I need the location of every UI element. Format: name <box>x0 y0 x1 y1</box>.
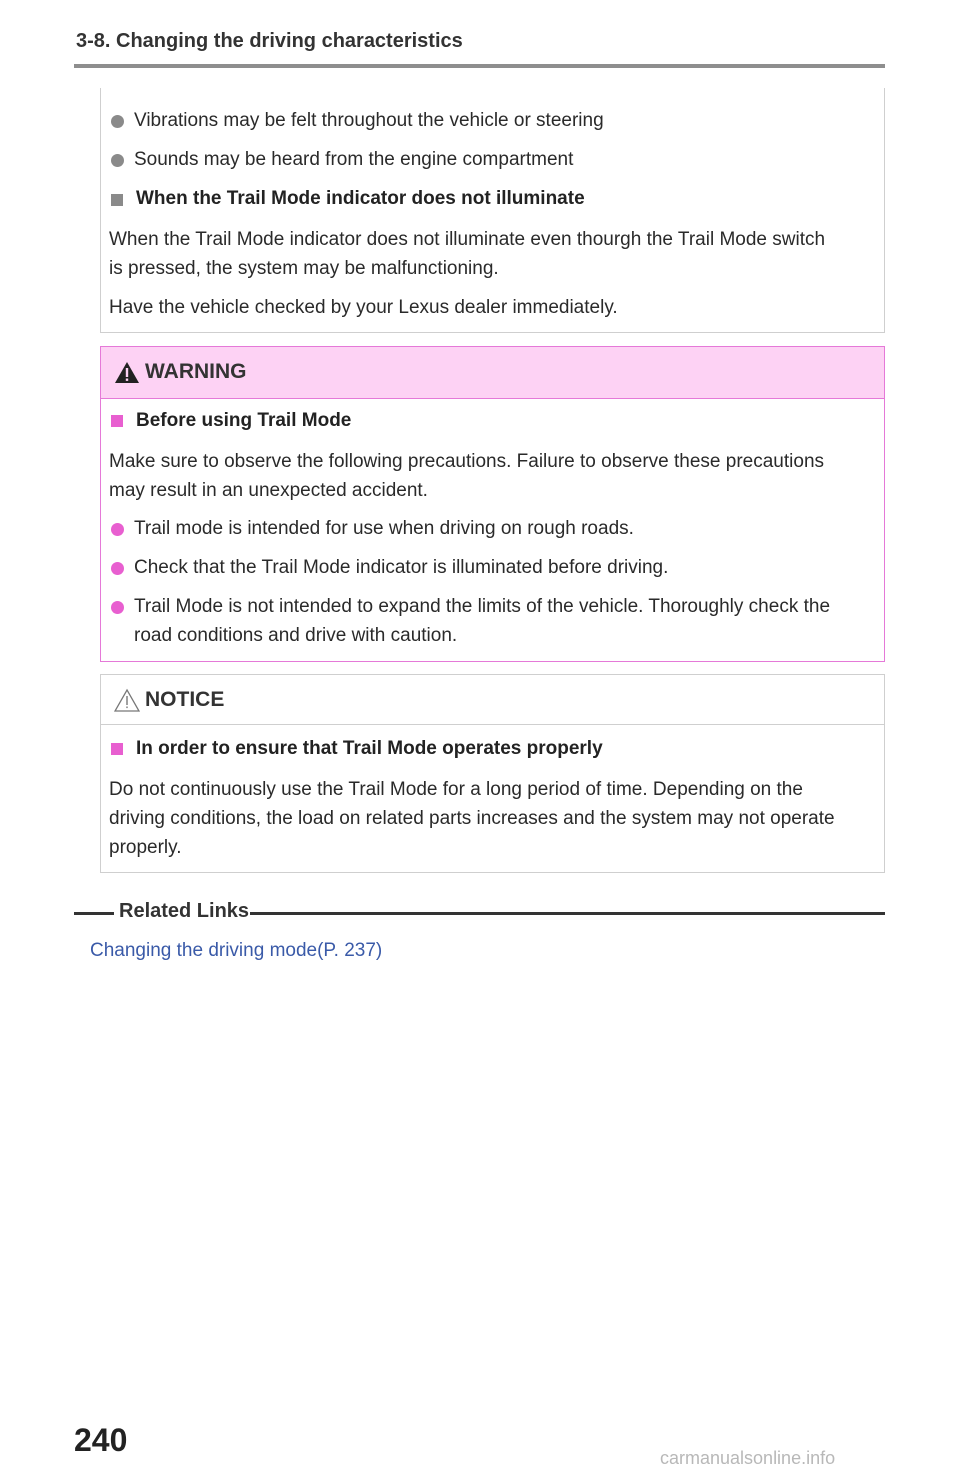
warning-label: WARNING <box>145 360 247 383</box>
notice-header <box>101 675 884 725</box>
bullet-text-cont: road conditions and drive with caution. <box>134 625 458 646</box>
bullet-icon <box>111 523 124 536</box>
header-rule <box>74 64 885 68</box>
watermark: carmanualsonline.info <box>660 1448 836 1468</box>
bullet-icon <box>111 154 124 167</box>
section-square-icon <box>111 194 123 206</box>
bullet-text: Trail mode is intended for use when driving on rough roads. <box>134 518 634 539</box>
notice-box <box>100 674 885 873</box>
section-square-icon <box>111 415 123 427</box>
warning-header <box>101 347 884 399</box>
paragraph-line: Make sure to observe the following precautions. Failure to observe these precautions <box>109 451 825 472</box>
warning-triangle-icon <box>114 360 140 384</box>
notice-label: NOTICE <box>145 688 225 711</box>
bullet-icon <box>111 601 124 614</box>
warning-box <box>100 346 885 662</box>
related-rule-left <box>74 912 114 915</box>
related-links-label: Related Links <box>119 900 250 922</box>
paragraph-line: driving conditions, the load on related parts increases and the system may not operate <box>109 808 835 829</box>
page-number: 240 <box>74 1422 128 1458</box>
bullet-text: Check that the Trail Mode indicator is illuminated before driving. <box>134 557 669 578</box>
notice-triangle-icon <box>114 688 140 712</box>
paragraph-line: is pressed, the system may be malfunctioning. <box>109 258 499 279</box>
section-title: When the Trail Mode indicator does not illuminate <box>136 188 585 209</box>
section-square-icon <box>111 743 123 755</box>
bullet-text: Vibrations may be felt throughout the vehicle or steering <box>134 110 604 131</box>
paragraph-line: properly. <box>109 837 182 858</box>
section-title: In order to ensure that Trail Mode operates properly <box>136 738 603 759</box>
bullet-text: Trail Mode is not intended to expand the limits of the vehicle. Thoroughly check the <box>134 596 831 617</box>
bullet-icon <box>111 115 124 128</box>
paragraph-line: Have the vehicle checked by your Lexus dealer immediately. <box>109 297 618 318</box>
bullet-text: Sounds may be heard from the engine compartment <box>134 149 574 170</box>
chapter-header: 3-8. Changing the driving characteristics <box>76 30 463 52</box>
bullet-icon <box>111 562 124 575</box>
continued-section <box>100 88 885 333</box>
section-title: Before using Trail Mode <box>136 410 352 431</box>
paragraph-line: Do not continuously use the Trail Mode for a long period of time. Depending on the <box>109 779 803 800</box>
paragraph-line: may result in an unexpected accident. <box>109 480 428 501</box>
paragraph-line: When the Trail Mode indicator does not illuminate even thourgh the Trail Mode switch <box>109 229 826 250</box>
related-rule-right <box>250 912 885 915</box>
related-link-driving-mode[interactable]: Changing the driving mode(P. 237) <box>90 940 383 961</box>
